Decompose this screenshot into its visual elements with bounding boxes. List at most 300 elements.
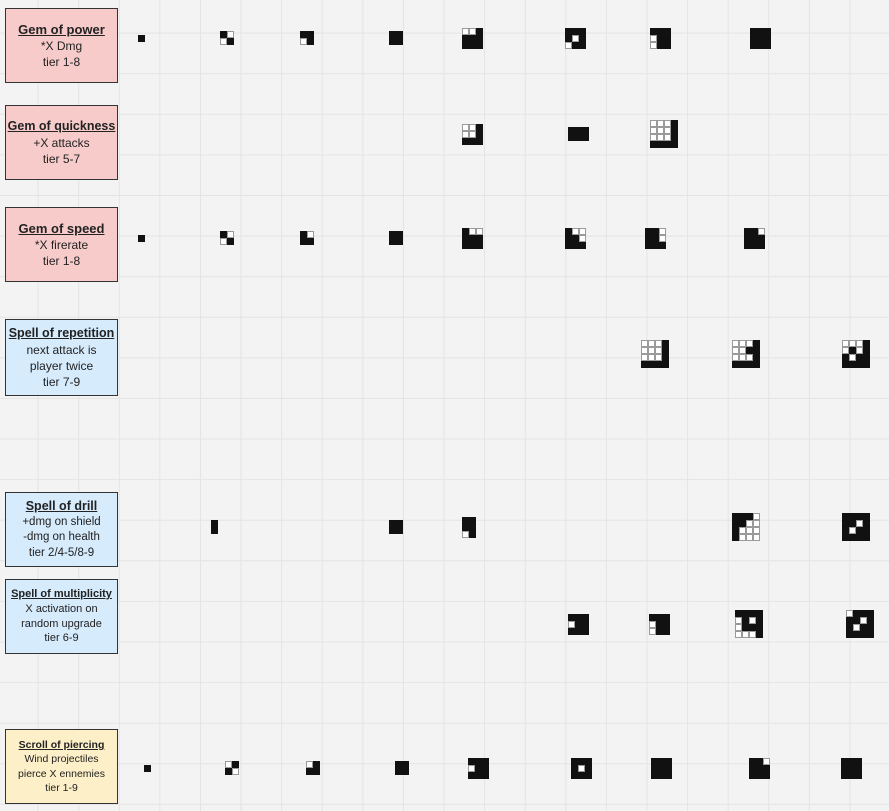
filled-cell [732,513,739,520]
filled-cell [651,765,658,772]
filled-cell [650,141,657,148]
filled-cell [739,520,746,527]
filled-cell [313,768,320,775]
filled-cell [585,772,592,779]
filled-cell [863,340,870,347]
empty-cell [659,228,666,235]
card-spell-of-multiplicity[interactable] [5,579,118,654]
filled-cell [663,628,670,635]
filled-cell [842,520,849,527]
filled-cell [468,772,475,779]
tier-8-shape[interactable] [744,228,765,249]
filled-cell [860,624,867,631]
filled-cell [468,758,475,765]
tier-7-shape[interactable] [649,614,670,635]
filled-cell [389,238,396,245]
filled-cell [657,141,664,148]
card-title: Gem of speed [18,220,105,236]
tier-7-shape[interactable] [650,28,671,49]
filled-cell [582,614,589,621]
filled-cell [749,624,756,631]
filled-cell [848,765,855,772]
filled-cell [849,534,856,541]
filled-cell [469,35,476,42]
filled-cell [307,38,314,45]
empty-cell [462,131,469,138]
filled-cell [475,758,482,765]
tier-4-shape[interactable] [389,520,403,534]
filled-cell [656,628,663,635]
filled-cell [476,235,483,242]
filled-cell [758,235,765,242]
filled-cell [306,768,313,775]
filled-cell [462,235,469,242]
empty-cell [648,347,655,354]
empty-cell [758,228,765,235]
filled-cell [138,35,145,42]
tier-5-shape[interactable] [462,228,483,249]
tier-1-shape[interactable] [144,765,151,772]
card-spell-of-repetition[interactable] [5,319,118,396]
card-line: tier 1-9 [45,781,78,794]
filled-cell [849,361,856,368]
filled-cell [732,361,739,368]
tier-2-shape[interactable] [220,231,234,245]
empty-cell [476,228,483,235]
empty-cell [753,527,760,534]
filled-cell [756,765,763,772]
filled-cell [842,354,849,361]
filled-cell [744,242,751,249]
filled-cell [565,235,572,242]
tier-3-shape[interactable] [300,31,314,45]
tier-8-shape[interactable] [732,340,760,368]
empty-cell [746,534,753,541]
filled-cell [863,513,870,520]
filled-cell [582,628,589,635]
filled-cell [469,242,476,249]
filled-cell [575,134,582,141]
filled-cell [665,758,672,765]
tier-4-shape[interactable] [389,231,403,245]
card-spell-of-drill[interactable] [5,492,118,567]
filled-cell [476,138,483,145]
empty-cell [579,235,586,242]
empty-cell [860,617,867,624]
filled-cell [863,354,870,361]
filled-cell [585,758,592,765]
filled-cell [750,42,757,49]
filled-cell [757,28,764,35]
empty-cell [227,231,234,238]
tier-8-shape[interactable] [750,28,771,49]
card-line: tier 5-7 [42,151,81,166]
empty-cell [657,134,664,141]
card-line: *X firerate [34,238,89,253]
filled-cell [307,31,314,38]
empty-cell [220,38,227,45]
filled-cell [846,617,853,624]
filled-cell [842,534,849,541]
filled-cell [863,520,870,527]
empty-cell [220,238,227,245]
empty-cell [739,340,746,347]
filled-cell [652,228,659,235]
filled-cell [746,361,753,368]
card-title: Scroll of piercing [18,739,105,752]
tier-1-shape[interactable] [138,35,145,42]
card-gem-of-quickness[interactable] [5,105,118,180]
filled-cell [846,631,853,638]
filled-cell [652,242,659,249]
empty-cell [648,340,655,347]
filled-cell [579,28,586,35]
filled-cell [663,614,670,621]
filled-cell [475,772,482,779]
filled-cell [641,361,648,368]
filled-cell [756,631,763,638]
empty-cell [579,228,586,235]
empty-cell [568,621,575,628]
filled-cell [856,513,863,520]
tier-3-shape[interactable] [300,231,314,245]
filled-cell [856,361,863,368]
tier-8-shape[interactable] [749,758,770,779]
filled-cell [462,35,469,42]
empty-cell [753,534,760,541]
tier-7-shape[interactable] [641,340,669,368]
empty-cell [842,340,849,347]
tier-5-shape[interactable] [462,517,476,538]
filled-cell [211,520,218,527]
card-line: tier 7-9 [42,375,81,390]
filled-cell [665,765,672,772]
filled-cell [568,628,575,635]
empty-cell [856,520,863,527]
filled-cell [307,238,314,245]
filled-cell [658,765,665,772]
filled-cell [389,520,396,527]
empty-cell [846,610,853,617]
empty-cell [469,28,476,35]
filled-cell [582,127,589,134]
filled-cell [462,242,469,249]
card-line: Wind projectiles [24,753,99,766]
empty-cell [749,631,756,638]
tier-6-shape[interactable] [565,28,586,49]
filled-cell [389,31,396,38]
filled-cell [662,340,669,347]
empty-cell [572,35,579,42]
card-line: player twice [29,358,94,373]
empty-cell [641,347,648,354]
filled-cell [662,347,669,354]
filled-cell [568,614,575,621]
tier-6-shape[interactable] [568,127,589,141]
empty-cell [650,42,657,49]
filled-cell [579,35,586,42]
card-line: *X Dmg [40,39,83,54]
filled-cell [756,758,763,765]
filled-cell [396,31,403,38]
filled-cell [846,624,853,631]
filled-cell [389,231,396,238]
filled-cell [855,758,862,765]
tier-7-shape[interactable] [650,120,678,148]
empty-cell [732,347,739,354]
filled-cell [659,242,666,249]
filled-cell [764,28,771,35]
filled-cell [657,35,664,42]
tier-8-shape[interactable] [732,513,760,541]
filled-cell [571,765,578,772]
filled-cell [671,134,678,141]
filled-cell [849,513,856,520]
filled-cell [753,361,760,368]
filled-cell [300,238,307,245]
filled-cell [841,758,848,765]
card-line: random upgrade [21,617,102,630]
empty-cell [650,127,657,134]
filled-cell [746,513,753,520]
empty-cell [655,347,662,354]
tier-4-shape[interactable] [395,761,409,775]
filled-cell [585,765,592,772]
empty-cell [650,134,657,141]
tier-9-shape[interactable] [846,610,874,638]
filled-cell [389,38,396,45]
filled-cell [860,631,867,638]
empty-cell [732,340,739,347]
filled-cell [867,631,874,638]
tier-9-shape[interactable] [842,513,870,541]
filled-cell [757,42,764,49]
filled-cell [396,520,403,527]
card-line: +X attacks [33,135,90,150]
empty-cell [753,513,760,520]
filled-cell [462,42,469,49]
filled-cell [756,617,763,624]
card-line: tier 2/4-5/8-9 [28,546,95,559]
filled-cell [848,772,855,779]
filled-cell [582,621,589,628]
empty-cell [856,340,863,347]
tier-4-shape[interactable] [389,31,403,45]
tier-5-shape[interactable] [462,124,483,145]
empty-cell [650,35,657,42]
empty-cell [565,42,572,49]
tier-9-shape[interactable] [842,340,870,368]
filled-cell [749,758,756,765]
tier-7-shape[interactable] [645,228,666,249]
empty-cell [462,531,469,538]
tier-6-shape[interactable] [565,228,586,249]
filled-cell [658,758,665,765]
filled-cell [575,621,582,628]
empty-cell [735,624,742,631]
empty-cell [849,527,856,534]
tier-5-shape[interactable] [462,28,483,49]
card-gem-of-power[interactable] [5,8,118,83]
filled-cell [853,617,860,624]
filled-cell [863,527,870,534]
empty-cell [763,758,770,765]
empty-cell [225,761,232,768]
filled-cell [482,772,489,779]
filled-cell [764,42,771,49]
filled-cell [665,772,672,779]
card-line: pierce X ennemies [18,767,105,780]
filled-cell [396,238,403,245]
tier-6-shape[interactable] [568,614,589,635]
filled-cell [650,28,657,35]
empty-cell [469,124,476,131]
filled-cell [476,131,483,138]
filled-cell [482,758,489,765]
filled-cell [657,42,664,49]
filled-cell [664,28,671,35]
filled-cell [575,614,582,621]
tier-3-shape[interactable] [306,761,320,775]
filled-cell [756,610,763,617]
filled-cell [863,361,870,368]
filled-cell [395,768,402,775]
filled-cell [867,624,874,631]
filled-cell [232,761,239,768]
filled-cell [300,31,307,38]
filled-cell [469,517,476,524]
filled-cell [742,624,749,631]
empty-cell [232,768,239,775]
filled-cell [749,765,756,772]
filled-cell [645,228,652,235]
filled-cell [469,42,476,49]
filled-cell [476,42,483,49]
empty-cell [578,765,585,772]
filled-cell [751,228,758,235]
filled-cell [671,141,678,148]
filled-cell [462,228,469,235]
filled-cell [396,38,403,45]
filled-cell [389,527,396,534]
filled-cell [565,35,572,42]
filled-cell [220,231,227,238]
card-gem-of-speed[interactable] [5,207,118,282]
tier-9-shape[interactable] [841,758,862,779]
empty-cell [649,621,656,628]
tier-6-shape[interactable] [571,758,592,779]
filled-cell [572,28,579,35]
tier-1-shape[interactable] [138,235,145,242]
filled-cell [662,361,669,368]
empty-cell [641,354,648,361]
empty-cell [462,28,469,35]
empty-cell [749,617,756,624]
filled-cell [575,628,582,635]
empty-cell [746,340,753,347]
filled-cell [568,127,575,134]
filled-cell [476,28,483,35]
empty-cell [659,235,666,242]
filled-cell [671,120,678,127]
filled-cell [664,35,671,42]
filled-cell [663,621,670,628]
filled-cell [138,235,145,242]
filled-cell [749,610,756,617]
empty-cell [849,354,856,361]
tier-2-shape[interactable] [220,31,234,45]
filled-cell [742,610,749,617]
empty-cell [739,347,746,354]
tier-7-shape[interactable] [651,758,672,779]
card-title: Spell of repetition [8,325,115,340]
filled-cell [657,28,664,35]
filled-cell [651,772,658,779]
empty-cell [746,527,753,534]
filled-cell [649,614,656,621]
filled-cell [402,768,409,775]
filled-cell [571,772,578,779]
card-title: Spell of multiplicity [11,587,112,600]
card-line: next attack is [26,342,97,357]
filled-cell [396,527,403,534]
filled-cell [313,761,320,768]
empty-cell [307,231,314,238]
filled-cell [867,617,874,624]
empty-cell [742,631,749,638]
filled-cell [475,765,482,772]
empty-cell [746,520,753,527]
filled-cell [863,534,870,541]
tier-2-shape[interactable] [211,520,218,534]
filled-cell [645,235,652,242]
filled-cell [751,235,758,242]
filled-cell [853,610,860,617]
filled-cell [746,347,753,354]
filled-cell [469,138,476,145]
empty-cell [655,354,662,361]
filled-cell [841,765,848,772]
filled-cell [225,768,232,775]
filled-cell [579,242,586,249]
filled-cell [744,228,751,235]
filled-cell [742,617,749,624]
filled-cell [763,765,770,772]
tier-8-shape[interactable] [735,610,763,638]
filled-cell [735,610,742,617]
card-scroll-of-piercing[interactable] [5,729,118,804]
filled-cell [578,772,585,779]
empty-cell [227,31,234,38]
filled-cell [853,631,860,638]
empty-cell [469,228,476,235]
filled-cell [565,242,572,249]
filled-cell [469,524,476,531]
filled-cell [750,28,757,35]
filled-cell [575,127,582,134]
filled-cell [476,124,483,131]
filled-cell [476,35,483,42]
tier-2-shape[interactable] [225,761,239,775]
card-title: Gem of quickness [7,118,116,133]
filled-cell [652,235,659,242]
tier-5-shape[interactable] [468,758,489,779]
filled-cell [753,354,760,361]
empty-cell [469,131,476,138]
empty-cell [462,124,469,131]
filled-cell [756,772,763,779]
filled-cell [402,761,409,768]
